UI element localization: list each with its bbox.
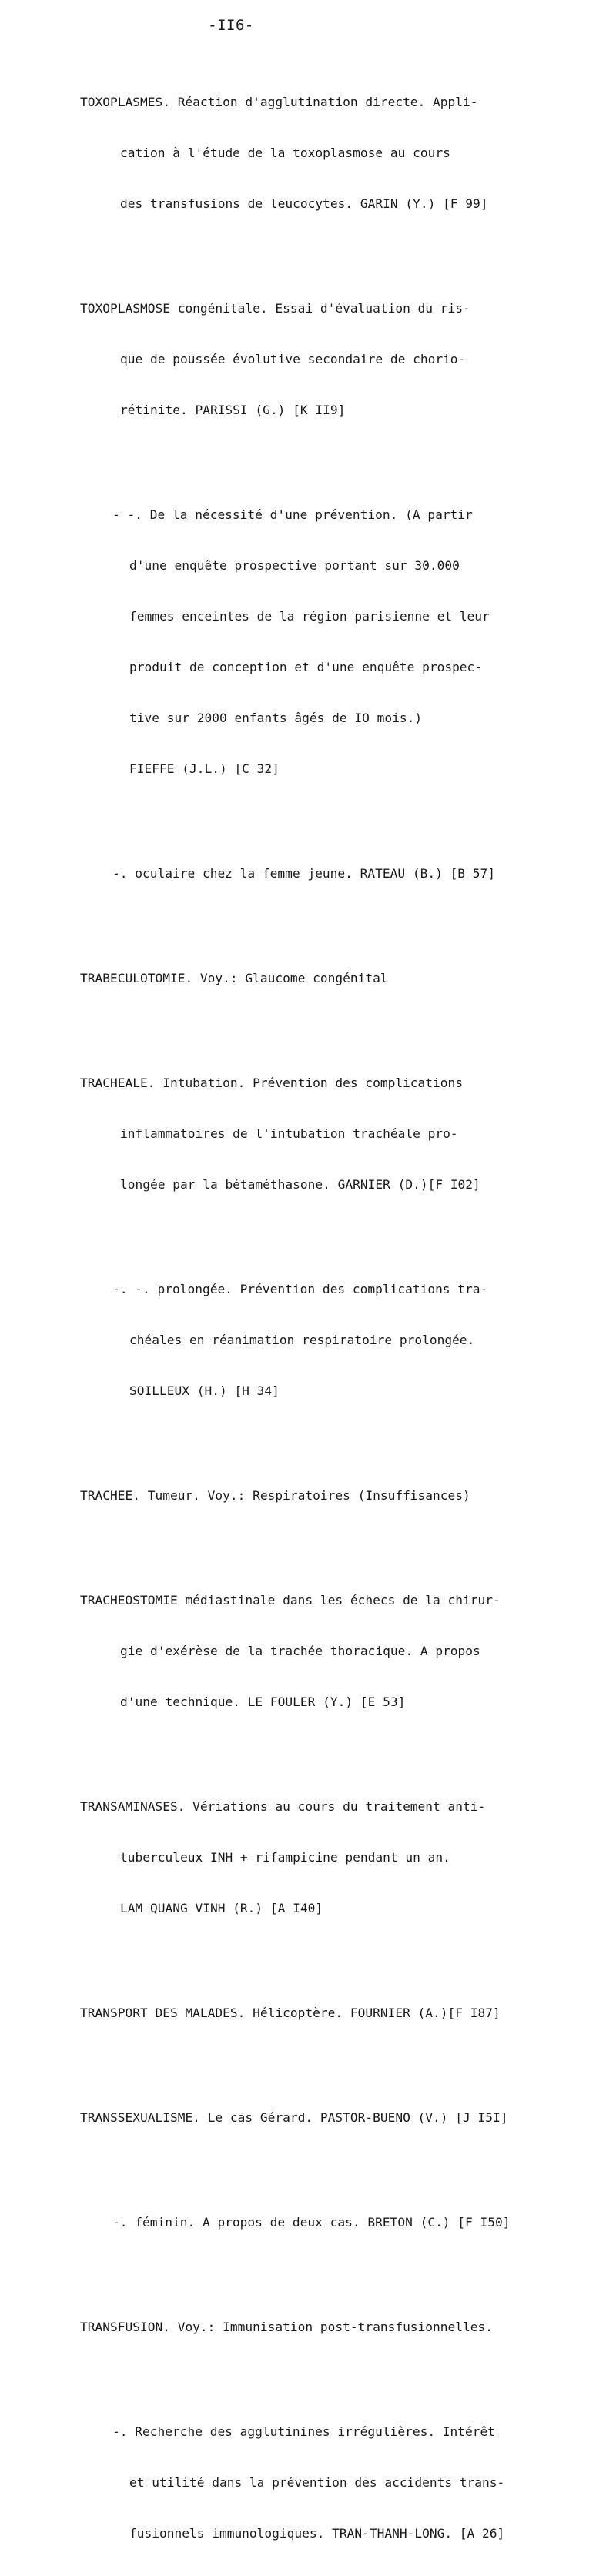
- entry-line: inflammatoires de l'intubation trachéale pro-: [120, 1126, 458, 1141]
- entry-line: TRACHEALE. Intubation. Prévention des complications: [80, 1076, 464, 1090]
- index-entry: [80, 2076, 557, 2160]
- entry-line: -. Recherche des agglutinines irrégulières. Intérêt: [112, 2424, 496, 2439]
- entry-line: FIEFFE (J.L.) [C 32]: [129, 761, 280, 776]
- entry-line: fusionnels immunologiques. TRAN-THANH-LONG. [A 26]: [129, 2526, 505, 2541]
- entry-line: femmes enceintes de la région parisienne et leur: [129, 609, 490, 624]
- entry-line: TOXOPLASMOSE congénitale. Essai d'évaluation du ris-: [80, 301, 470, 316]
- entry-line: chéales en réanimation respiratoire prolongée.: [129, 1333, 475, 1347]
- entry-line: des transfusions de leucocytes. GARIN (Y.) [F 99]: [120, 196, 488, 211]
- entry-line: produit de conception et d'une enquête prospec-: [129, 660, 483, 674]
- entry-line: cation à l'étude de la toxoplasmose au cours: [120, 146, 450, 160]
- index-entry: [80, 936, 557, 1021]
- index-subentry: [80, 473, 557, 811]
- entry-line: TRANSAMINASES. Vériations au cours du traitement anti-: [80, 1799, 486, 1814]
- index-entries: [80, 60, 557, 2576]
- entry-line: d'une technique. LE FOULER (Y.) [E 53]: [120, 1694, 406, 1709]
- entry-line: gie d'exérèse de la trachée thoracique. A propos: [120, 1644, 480, 1658]
- entry-line: -. -. prolongée. Prévention des complications tra-: [112, 1282, 488, 1296]
- index-subentry: [80, 2180, 557, 2265]
- entry-line: TRACHEE. Tumeur. Voy.: Respiratoires (Insuffisances): [80, 1488, 470, 1503]
- entry-line: rétinite. PARISSI (G.) [K II9]: [120, 403, 346, 417]
- entry-line: -. féminin. A propos de deux cas. BRETON (C.) [F I50]: [112, 2215, 511, 2230]
- entry-line: longée par la bétaméthasone. GARNIER (D.)[F I02]: [120, 1177, 480, 1192]
- index-entry: [80, 1971, 557, 2056]
- index-entry: [80, 266, 557, 453]
- entry-line: d'une enquête prospective portant sur 30.000: [129, 558, 460, 573]
- entry-line: SOILLEUX (H.) [H 34]: [129, 1383, 280, 1398]
- index-entry: [80, 2285, 557, 2370]
- index-subentry: [80, 1247, 557, 1434]
- index-entry: [80, 60, 557, 246]
- entry-line: -. oculaire chez la femme jeune. RATEAU (B.) [B 57]: [112, 866, 496, 881]
- entry-line: tive sur 2000 enfants âgés de IO mois.): [129, 711, 423, 725]
- entry-line: que de poussée évolutive secondaire de chorio-: [120, 352, 466, 366]
- index-entry: [80, 1041, 557, 1227]
- entry-line: TOXOPLASMES. Réaction d'agglutination directe. Appli-: [80, 95, 478, 109]
- entry-line: TRANSFUSION. Voy.: Immunisation post-transfusionnelles.: [80, 2320, 494, 2334]
- index-entry: [80, 1558, 557, 1745]
- index-subentry: [80, 831, 557, 916]
- index-subentry: [80, 2390, 557, 2576]
- entry-line: et utilité dans la prévention des accidents trans-: [129, 2475, 505, 2490]
- page-number: -II6-: [208, 17, 254, 34]
- entry-line: tuberculeux INH + rifampicine pendant un an.: [120, 1850, 450, 1865]
- entry-line: TRANSPORT DES MALADES. Hélicoptère. FOURNIER (A.)[F I87]: [80, 2006, 500, 2020]
- index-entry: [80, 1454, 557, 1538]
- entry-line: - -. De la nécessité d'une prévention. (A partir: [112, 507, 473, 522]
- entry-line: TRACHEOSTOMIE médiastinale dans les échecs de la chirur-: [80, 1593, 500, 1607]
- index-entry: [80, 1765, 557, 1951]
- entry-line: LAM QUANG VINH (R.) [A I40]: [120, 1901, 323, 1915]
- entry-line: TRANSSEXUALISME. Le cas Gérard. PASTOR-BUENO (V.) [J I5I]: [80, 2110, 508, 2125]
- entry-line: TRABECULOTOMIE. Voy.: Glaucome congénital: [80, 971, 388, 985]
